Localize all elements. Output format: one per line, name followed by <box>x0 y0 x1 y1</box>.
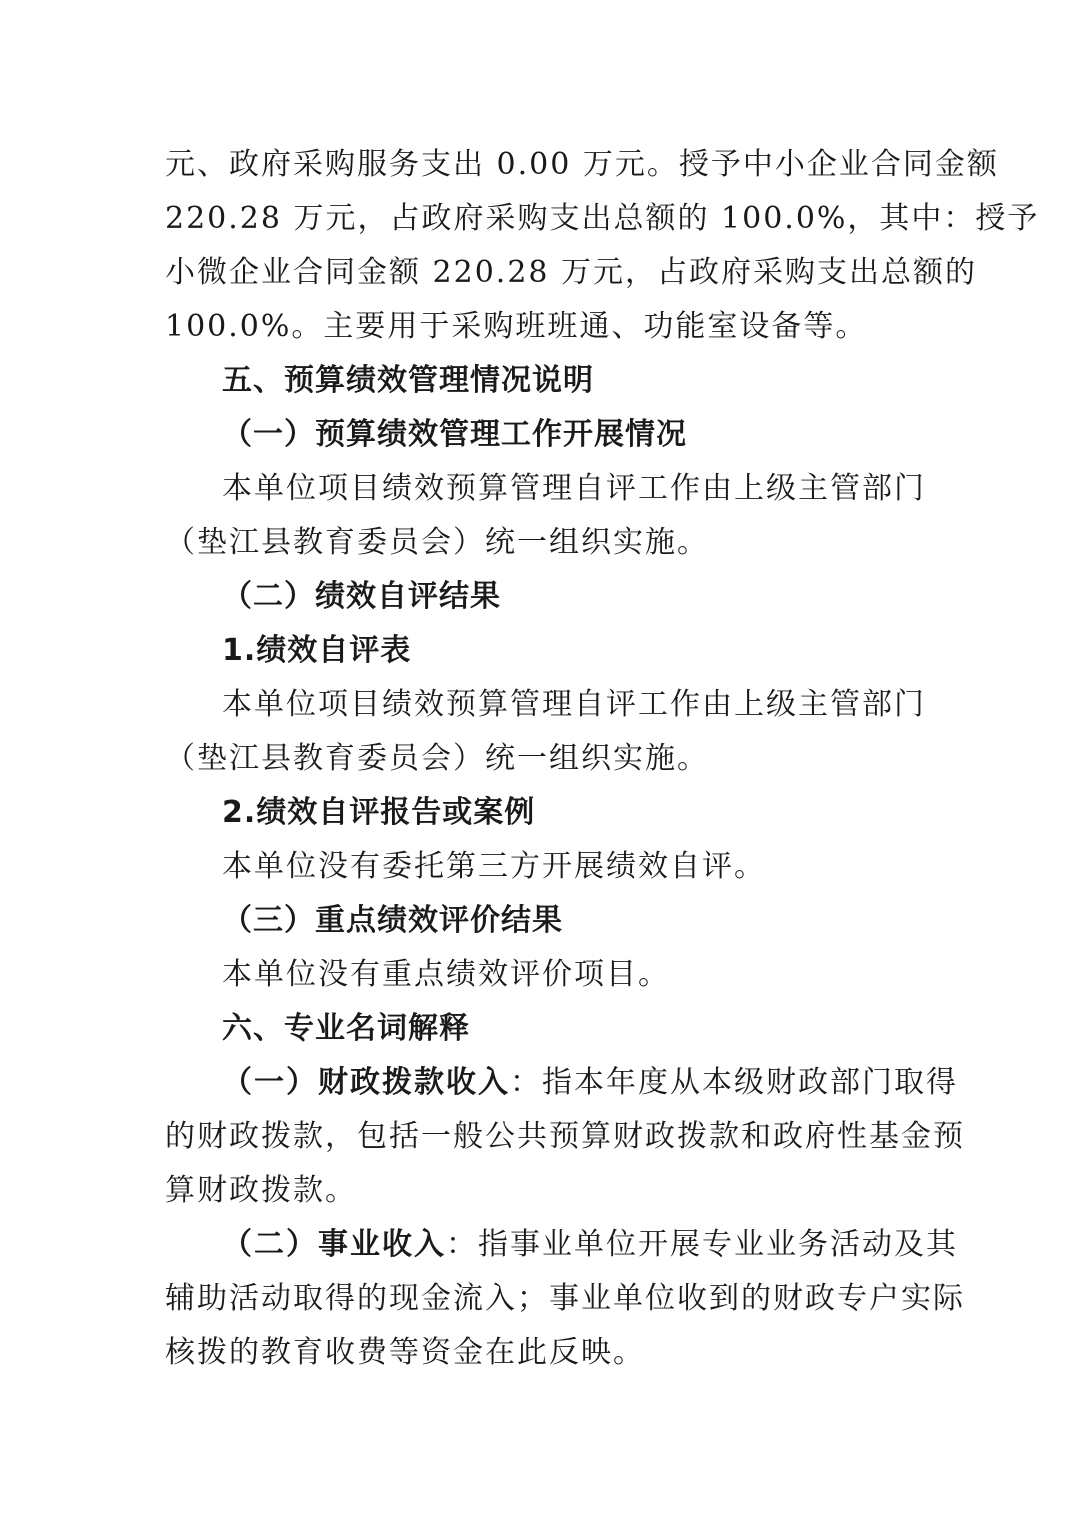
subsubsection-heading: 2.绩效自评报告或案例 <box>222 795 536 830</box>
subsection-heading: （三）重点绩效评价结果 <box>222 903 563 938</box>
term-definition-line <box>165 1218 958 1272</box>
term-definition-text: ：指事业单位开展专业业务活动及其 <box>446 1227 958 1262</box>
document-body <box>165 138 1040 1380</box>
section-heading-6: 六、专业名词解释 <box>222 1011 470 1046</box>
paragraph-line: 100.0%。主要用于采购班班通、功能室设备等。 <box>165 309 868 344</box>
paragraph-line: （垫江县教育委员会）统一组织实施。 <box>165 741 709 776</box>
paragraph-line: （垫江县教育委员会）统一组织实施。 <box>165 525 709 560</box>
term-definition-text: ：指本年度从本级财政部门取得 <box>510 1065 958 1100</box>
term-label: （二）事业收入 <box>222 1227 446 1262</box>
subsection-heading: （二）绩效自评结果 <box>222 579 501 614</box>
term-definition-line <box>165 1056 958 1110</box>
paragraph-line: 本单位没有委托第三方开展绩效自评。 <box>222 849 766 884</box>
paragraph-line: 本单位没有重点绩效评价项目。 <box>222 957 670 992</box>
subsection-heading: （一）预算绩效管理工作开展情况 <box>222 417 687 452</box>
paragraph-line: 算财政拨款。 <box>165 1173 357 1208</box>
subsubsection-heading: 1.绩效自评表 <box>222 633 412 668</box>
term-label: （一）财政拨款收入 <box>222 1065 510 1100</box>
section-heading-5: 五、预算绩效管理情况说明 <box>222 363 594 398</box>
paragraph-line: 本单位项目绩效预算管理自评工作由上级主管部门 <box>222 471 926 506</box>
paragraph-line: 小微企业合同金额 220.28 万元，占政府采购支出总额的 <box>165 255 978 290</box>
paragraph-line: 本单位项目绩效预算管理自评工作由上级主管部门 <box>222 687 926 722</box>
paragraph-line: 核拨的教育收费等资金在此反映。 <box>165 1335 645 1370</box>
paragraph-line: 220.28 万元，占政府采购支出总额的 100.0%，其中：授予 <box>165 201 1040 236</box>
paragraph-line: 元、政府采购服务支出 0.00 万元。授予中小企业合同金额 <box>165 147 999 182</box>
paragraph-line: 的财政拨款，包括一般公共预算财政拨款和政府性基金预 <box>165 1119 965 1154</box>
paragraph-line: 辅助活动取得的现金流入；事业单位收到的财政专户实际 <box>165 1281 965 1316</box>
